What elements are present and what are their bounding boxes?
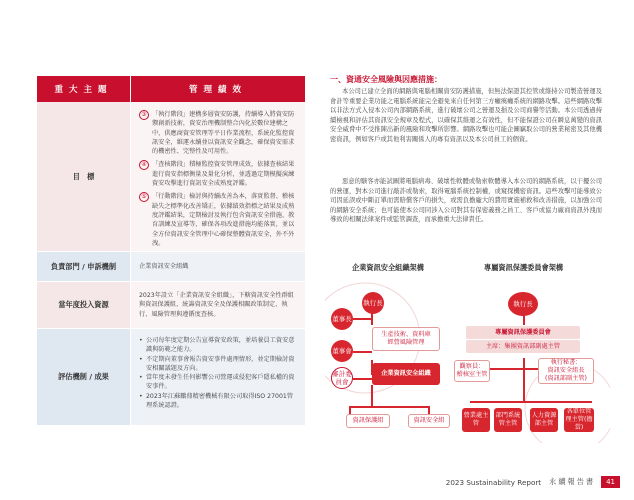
committee-chair: 主席：集團資訊部副處主管 <box>466 340 580 353</box>
diagram1-title: 企業資訊安全組織架構 <box>352 263 424 272</box>
table-row-resource <box>37 282 305 329</box>
box-security-org: 企業資訊安全組織 <box>372 363 440 385</box>
box-tech-risk: 生產技術、資料庫 經營風險管理 <box>372 327 440 351</box>
member-box: 各單位管理主管(擔當) <box>565 408 593 431</box>
resource-value: 2023年設立「企業資訊安全組織」，下轄資訊安全性群組與資訊保護組，統籌資訊安全及保護相關政策制定、執行、風險管理與遵循度查核。 <box>131 282 305 328</box>
list-item: • 公司每年度定期公告宣導資安政策，並培養員工資安意識與防範之能力。 <box>139 336 297 355</box>
goal-text: 「執行階段」建構多層資安防護，持續導入將資安防禦創新技術，資安治理機制整合內化於數位建構之中，供應商資安管理等平日作業流程，系統化監控資訊安全，維運永續並以資訊安全觀念，確保資安需求的機密性、完整性及可用性。 <box>152 111 295 156</box>
management-table <box>37 76 305 426</box>
paragraph-2: 惡意的駭客亦能試圖將電腦病毒、破壞性軟體或勒索軟體導入本公司的網路系統，以干擾公司的營運，對本公司進行敲詐或勒索，取得電腦系統控制權，或窺探機密資訊。這些攻擊可能導致公司因延誤或中斷訂單而需賠償客戶的損失，或需負擔龐大的費用實施補救和改善措施，以加強公司的網路安全系統；也可能使本公司同涉入公司對其有保密義務之員工、客戶或協力廠商資訊外洩而導致的相關法律案件或監管調查，而承擔重大法律責任。 <box>330 178 602 224</box>
report-title: 2023 Sustainability Report <box>445 477 542 487</box>
connector <box>353 378 372 380</box>
table-header <box>37 76 305 102</box>
goal-text: 「查核階段」積極監控資安管理成效，依據查核結果進行資安指標衡量及量化分析，並透過定期模擬演練資安攻擊進行資訊安全成熟度評鑑。 <box>152 161 295 188</box>
observer-box: 觀察員： 稽核室主管 <box>454 360 490 382</box>
connector <box>353 351 372 353</box>
table-row-dept <box>37 252 305 282</box>
row-label-goal: 目 標 <box>37 102 131 251</box>
eval-text: 公司每年度定期公告宣導資安政策，並培養員工資安意識與防範之能力。 <box>146 337 295 354</box>
connector <box>523 315 525 325</box>
box-protection-team: 資訊保護組 <box>346 414 390 428</box>
dept-value: 企業資訊安全組織 <box>131 252 305 281</box>
exec-circle-committee: 執行長 <box>508 292 538 316</box>
connector <box>371 385 373 407</box>
eval-text: 不定期向董事會報告資安事件處理情形，並定期檢討資安相關議題及方向。 <box>146 355 295 372</box>
section-title: 一、資通安全風險與因應措施： <box>330 75 442 84</box>
header-topic: 重大主題 <box>37 76 131 102</box>
connector <box>349 406 429 408</box>
exec-circle-top: 執行長 <box>362 292 384 314</box>
table-row-goal <box>37 102 305 252</box>
connector <box>523 358 525 402</box>
list-item: • 2023年江蘇鵬鼎精密機械有限公司取得ISO 27001管理系統認證。 <box>139 392 297 411</box>
eval-text: 2023年江蘇鵬鼎精密機械有限公司取得ISO 27001管理系統認證。 <box>146 392 294 410</box>
step-number: ④ <box>139 160 149 170</box>
diagram2-title: 專屬資訊保護委員會架構 <box>484 263 564 272</box>
row-label-eval: 評估機制 / 成果 <box>37 329 131 425</box>
goal-item <box>139 110 297 156</box>
connector <box>353 318 372 320</box>
connector <box>470 401 592 403</box>
eval-text: 當年度未發生任何影響公司營運或侵犯客戶隱私權的資安事件。 <box>146 374 295 391</box>
secretary-box: 執行秘書： 資訊安全組長 (資訊部副主管) <box>538 358 594 384</box>
table-row-eval <box>37 329 305 426</box>
goal-item <box>139 192 297 248</box>
eval-content <box>131 329 305 425</box>
member-box: 部門系統管主管 <box>494 408 522 432</box>
board-chair-circle: 董事長 <box>331 308 353 330</box>
audit-committee-circle: 審計委員會 <box>331 367 353 389</box>
goal-content <box>131 102 305 251</box>
board-circle: 董事會 <box>331 340 353 362</box>
report-title-zh: 永續報告書 <box>549 477 596 486</box>
row-label-resource: 當年度投入資源 <box>37 282 131 328</box>
committee-title: 專屬資訊保護委員會 <box>466 326 580 339</box>
list-item: • 不定期向董事會報告資安事件處理情形，並定期檢討資安相關議題及方向。 <box>139 355 297 374</box>
goal-item <box>139 160 297 188</box>
paragraph-1: 本公司已建立全面的網路與電腦相關資安防護措施，但無法保證其控管或維持公司製造營運及會計等重要企業功能之電腦系統能完全避免來自任何第三方癱瘓癱系統的網路攻擊。這些網路攻擊以非法方式入侵本公司內部網路系統，進行破壞公司之營運及損及公司商譽等活動。本公司透過持續檢視和評估其資訊安全規章及程式，以確保其維運之有效性，但不能保證公司在瞬息萬變的資訊安全威脅中不受推陳出新的風險和攻擊所影響。網路攻擊也可能企圖竊取公司的營業秘密及其他機密資訊，例如客戶或其他利害關係人的專有資訊以及本公司員工的個資。 <box>330 88 602 143</box>
page-footer <box>446 476 620 488</box>
header-performance: 管理績效 <box>188 85 247 95</box>
step-number: ⑤ <box>139 192 149 202</box>
step-number: ③ <box>139 110 149 120</box>
box-security-team: 資訊安全組 <box>408 414 450 428</box>
connector <box>524 368 538 370</box>
connector <box>488 368 523 370</box>
member-box: 營業處主管 <box>462 408 490 432</box>
list-item: • 當年度未發生任何影響公司營運或侵犯客戶隱私權的資安事件。 <box>139 373 297 392</box>
member-box: 人力資源部主管 <box>530 408 558 432</box>
row-label-dept: 負責部門 / 申訴機制 <box>37 252 131 281</box>
goal-text: 「行動階段」檢討與持續改善為本，落實監督、稽核缺失之標準化改善矯正，依據績效指標之結果及成熟度評鑑結果，定期檢討及執行包含資訊安全措施、教育訓練及宣導等，確保各項改進措施均能落實，並以全方位資訊安全管理中心確保整體資訊安全，外不外洩。 <box>152 193 295 247</box>
page-number: 41 <box>601 476 620 488</box>
